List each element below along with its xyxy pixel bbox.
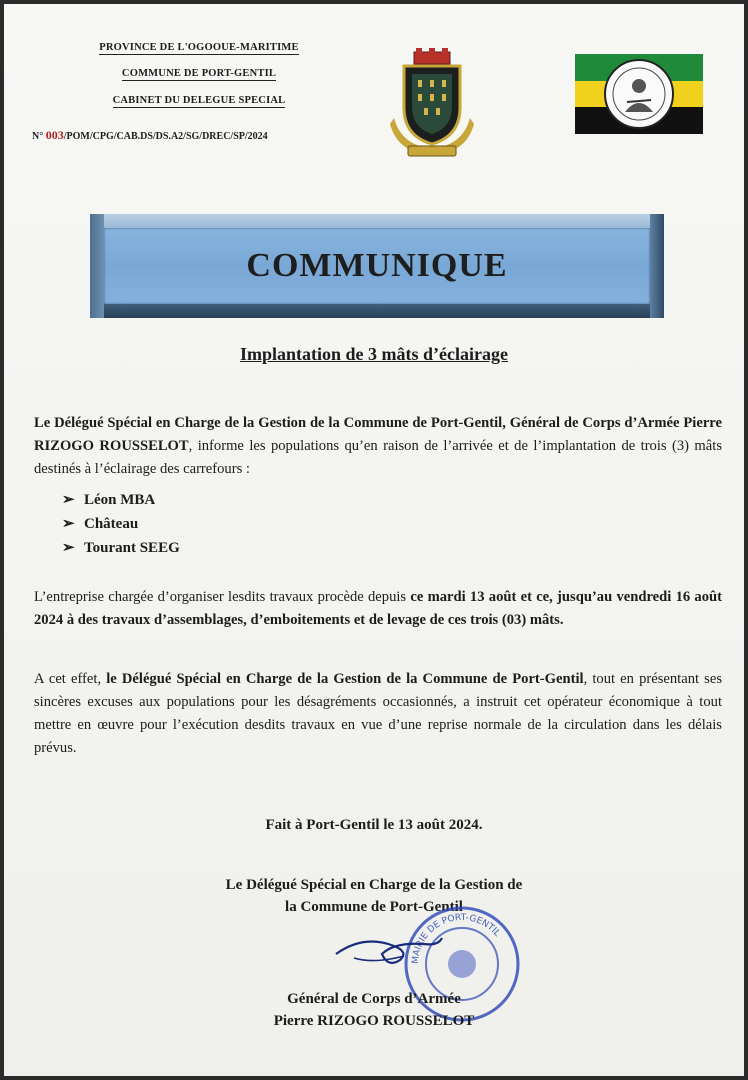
arrow-bullet-icon: ➢ [62,492,75,508]
works-dates-bold: ce mardi 13 août et ce, jusqu’au vendredi 16 août 2024 à des travaux d’assemblages, d’emboitements et de levage de ces trois (03) mâts. [34,589,722,628]
banner-face [104,228,650,304]
header-province: PROVINCE DE L'OGOOUE-MARITIME [99,42,299,53]
place-and-date: Fait à Port-Gentil le 13 août 2024. [265,817,483,833]
banner-bevel-bottom [90,304,664,318]
banner-bevel-left [90,214,104,318]
communique-banner [90,214,664,318]
subject-heading: Implantation de 3 mâts d’éclairage [240,344,508,364]
port-gentil-coat-of-arms-icon [390,48,474,160]
arrow-bullet-icon: ➢ [62,516,75,532]
flag-with-seal-icon [575,54,703,134]
list-item: ➢ Tourant SEEG [62,536,180,560]
location-list [62,488,180,560]
reference-number: N° 003/POM/CPG/CAB.DS/DS.A2/SG/DREC/SP/2024 [32,128,268,142]
signatory-rank: Général de Corps d’Armée [287,991,461,1007]
handwritten-signature [334,924,444,974]
banner-bevel-top [90,214,664,228]
signatory-name: Pierre RIZOGO ROUSSELOT [273,1013,475,1029]
banner-title: COMMUNIQUE [246,247,508,284]
intro-bold: Le Délégué Spécial en Charge de la Gestion de la Commune de Port-Gentil, Général de Corps d’Armée Pierre RIZOGO ROUSSELOT [34,415,722,454]
signatory-name-block [4,988,744,1032]
svg-text:MAIRIE DE PORT-GENTIL: MAIRIE DE PORT-GENTIL [410,912,502,965]
works-paragraph: L’entreprise chargée d’organiser lesdits travaux procède depuis ce mardi 13 août et ce, jusqu’au vendredi 16 août 2024 à des travaux d’assemblages, d’emboitements et de levage de ces trois (03) mâts. [34,589,722,628]
header-commune: COMMUNE DE PORT-GENTIL [121,68,277,79]
reference-number-value: 003 [45,128,64,142]
intro-text: , informe les populations qu’en raison de l’arrivée et de l’implantation de trois (3) mâts destinés à l’éclairage des carrefours : [34,438,722,477]
list-item: ➢ Château [62,512,180,536]
document-page [4,4,744,1076]
arrow-bullet-icon: ➢ [62,540,75,556]
list-item: ➢ Léon MBA [62,488,180,512]
intro-paragraph [34,412,722,481]
effect-paragraph: A cet effet, le Délégué Spécial en Charge de la Gestion de la Commune de Port-Gentil, tout en présentant ses sincères excuses aux populations pour les désagréments occasionnés, a instruit cet opérateur économique à tout mettre en œuvre pour l’exécution desdits travaux en vue d’une reprise normale de la circulation dans les délais prévus. [34,671,722,756]
header-cabinet: CABINET DU DELEGUE SPECIAL [112,95,286,106]
signatory-title: Le Délégué Spécial en Charge de la Gestion de la Commune de Port-Gentil [225,877,523,915]
banner-bevel-right [650,214,664,318]
